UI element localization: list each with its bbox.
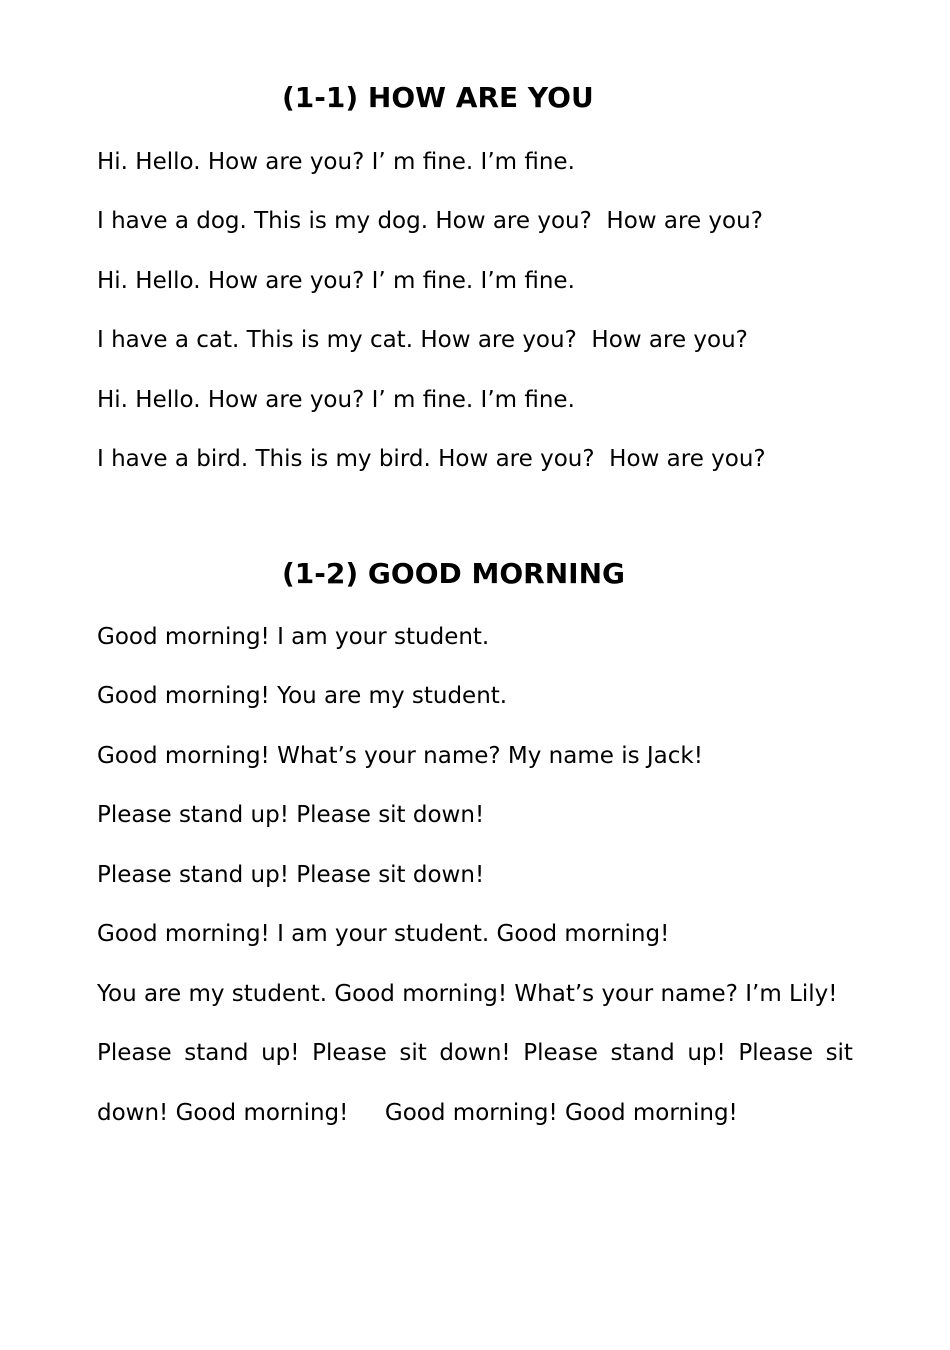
section-2-line-3: Good morning! What’s your name? My name is Jack!	[97, 743, 703, 769]
word: stand	[610, 1040, 675, 1066]
section-2-justified-line	[97, 1038, 853, 1068]
word: up!	[261, 1040, 300, 1066]
section-1-line-1: Hi. Hello. How are you? I’ m fine. I’m fine.	[97, 149, 575, 175]
word: Please	[523, 1040, 598, 1066]
word: Please	[312, 1040, 387, 1066]
word: Please	[97, 1040, 172, 1066]
word: down!	[439, 1040, 511, 1066]
word: Please	[738, 1040, 813, 1066]
section-1-line-3: Hi. Hello. How are you? I’ m fine. I’m fine.	[97, 268, 575, 294]
section-2-line-4: Please stand up! Please sit down!	[97, 802, 485, 828]
section-2-line-7: You are my student. Good morning! What’s your name? I’m Lily!	[97, 981, 838, 1007]
section-2-line-2: Good morning! You are my student.	[97, 683, 508, 709]
section-1-title: (1-1) HOW ARE YOU	[282, 81, 594, 114]
section-1-line-5: Hi. Hello. How are you? I’ m fine. I’m fine.	[97, 387, 575, 413]
word: sit	[399, 1040, 427, 1066]
word: sit	[825, 1040, 853, 1066]
section-1-line-2: I have a dog. This is my dog. How are you? How are you?	[97, 208, 763, 234]
section-2-line-6: Good morning! I am your student. Good morning!	[97, 921, 670, 947]
section-2-line-5: Please stand up! Please sit down!	[97, 862, 485, 888]
word: stand	[184, 1040, 249, 1066]
section-2-line-1: Good morning! I am your student.	[97, 624, 490, 650]
word: up!	[687, 1040, 726, 1066]
section-1-line-6: I have a bird. This is my bird. How are you? How are you?	[97, 446, 766, 472]
section-2-title: (1-2) GOOD MORNING	[282, 557, 625, 590]
section-2-last-line: down! Good morning! Good morning! Good morning!	[97, 1100, 738, 1126]
section-1-line-4: I have a cat. This is my cat. How are you? How are you?	[97, 327, 748, 353]
